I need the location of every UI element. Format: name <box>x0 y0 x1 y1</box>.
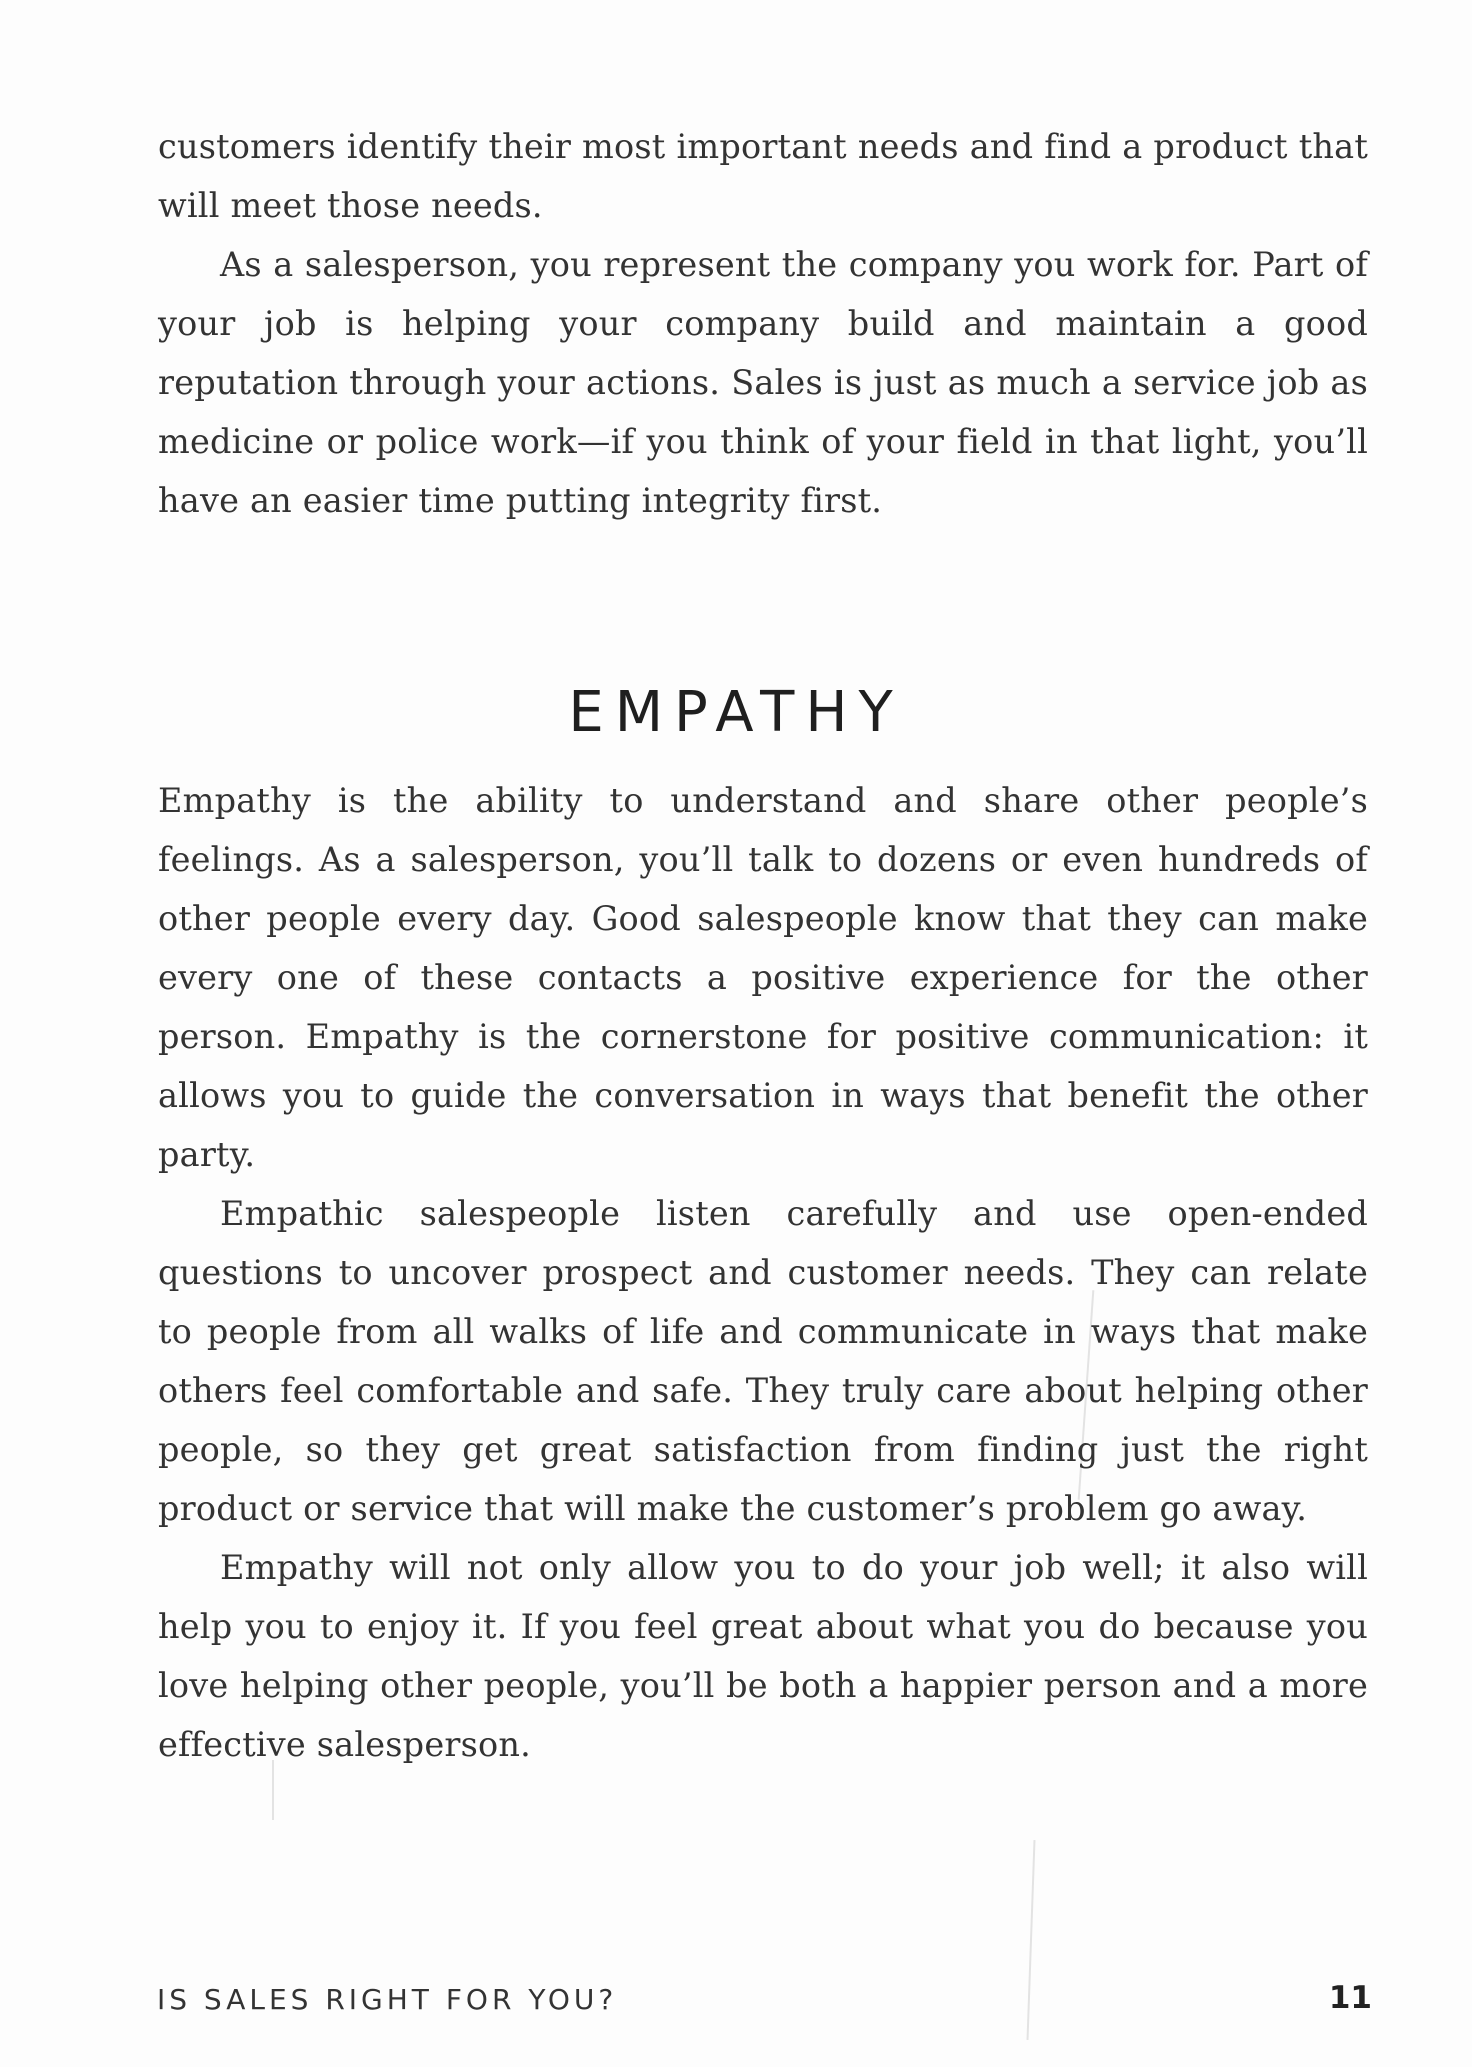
section-heading: EMPATHY <box>568 680 904 746</box>
continued-text-block <box>158 117 1368 530</box>
paragraph-empathic-salespeople: Empathic salespeople listen carefully and use open-ended questions to uncover prospect and customer needs. They can relate to people from all walks of life and communicate in ways that make others feel comfortable and safe. They truly care about helping other people, so they get great satisfaction from finding just the right product or service that will make the customer’s problem go away. <box>158 1194 1368 1528</box>
paragraph-enjoy-job: Empathy will not only allow you to do your job well; it also will help you to enjoy it. If you feel great about what you do because you love helping other people, you’ll be both a happier person and a more effective salesperson. <box>158 1548 1368 1764</box>
paragraph-continued: customers identify their most important needs and find a product that will meet those needs. <box>158 127 1368 225</box>
paragraph-definition: Empathy is the ability to understand and share other people’s feelings. As a salesperson, you’ll talk to dozens or even hundreds of other people every day. Good salespeople know that they can make every one of these contacts a positive experience for the other person. Empathy is the cornerstone for positive communication: it allows you to guide the conversation in ways that benefit the other party. <box>158 781 1368 1174</box>
paper-crease-mark <box>1027 1840 1036 2040</box>
running-footer-title: IS SALES RIGHT FOR YOU? <box>157 1983 618 2016</box>
page-number: 11 <box>1328 1980 1372 2016</box>
empathy-text-block <box>158 771 1368 1774</box>
paragraph-integrity: As a salesperson, you represent the company you work for. Part of your job is helping your company build and maintain a good reputation through your actions. Sales is just as much a service job as medicine or police work—if you think of your field in that light, you’ll have an easier time putting integrity first. <box>158 245 1368 520</box>
